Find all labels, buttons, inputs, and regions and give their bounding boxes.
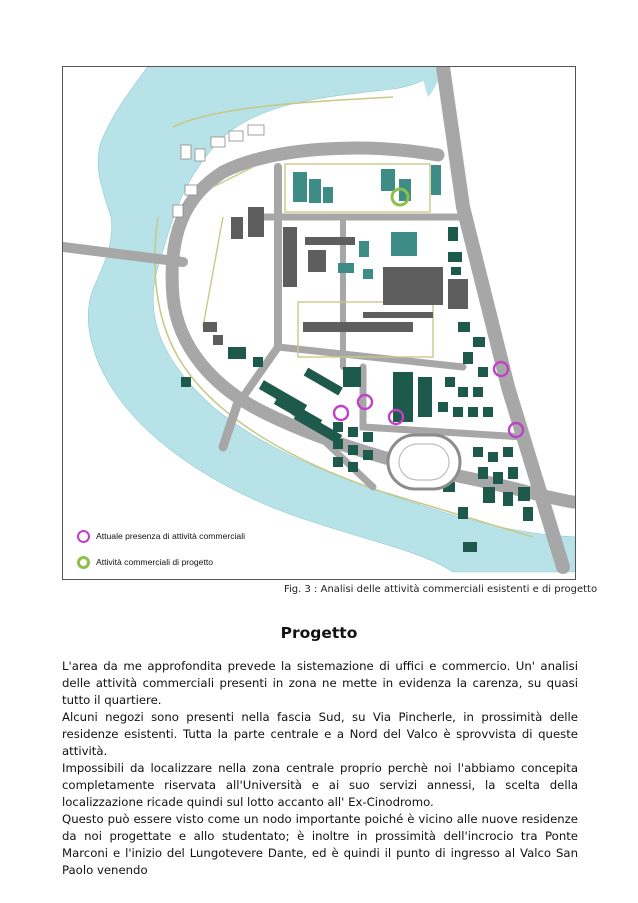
magenta-ring-icon	[77, 530, 90, 543]
section-heading: Progetto	[280, 624, 358, 642]
legend-planned-label: Attività commerciali di progetto	[96, 557, 214, 567]
figure-caption: Fig. 3 : Analisi delle attività commerciali esistenti e di progetto	[284, 584, 598, 595]
body-text	[62, 658, 578, 879]
paragraph: Impossibili da localizzare nella zona centrale proprio perchè noi l'abbiamo concepita completamente riservata all'Università e ai suo servizi annessi, la scelta della localizzazione ricade quindi sul lotto accanto all' Ex-Cinodromo.	[62, 761, 578, 809]
site-plan-map	[63, 67, 576, 580]
racetrack	[388, 435, 460, 489]
green-ring-icon	[77, 556, 90, 569]
paragraph: Questo può essere visto come un nodo importante poiché è vicino alle nuove residenze da noi progettate e allo studentato; è inoltre in prossimità dell'incrocio tra Ponte Marconi e l'inizio del Lungotevere Dante, ed è quindi il punto di ingresso al Valco San Paolo venendo	[62, 812, 578, 877]
legend-planned	[77, 549, 297, 575]
paragraph: Alcuni negozi sono presenti nella fascia Sud, su Via Pincherle, in prossimità delle residenze esistenti. Tutta la parte centrale e a Nord del Valco è sprovvista di queste attività.	[62, 710, 578, 758]
legend-existing-label: Attuale presenza di attività commerciali	[96, 531, 246, 541]
grey-buildings	[203, 207, 468, 345]
marker-existing	[334, 406, 348, 420]
site-plan-figure	[62, 66, 576, 580]
map-legend	[77, 523, 297, 575]
legend-existing	[77, 523, 297, 549]
paragraph: L'area da me approfondita prevede la sistemazione di uffici e commercio. Un' analisi delle attività commerciali presenti in zona ne mette in evidenza la carenza, su quasi tutto il quartiere.	[62, 659, 578, 707]
